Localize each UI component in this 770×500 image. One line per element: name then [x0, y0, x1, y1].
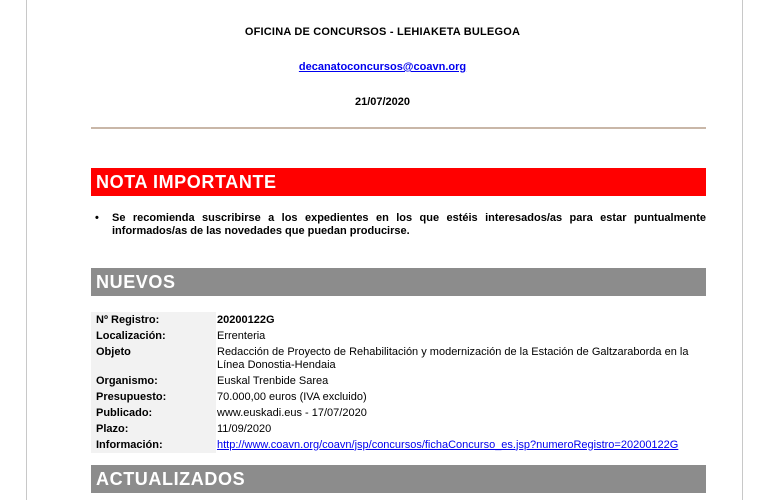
table-row [91, 437, 706, 453]
header-date: 21/07/2020 [354, 96, 411, 108]
publicado-label: Publicado: [91, 405, 216, 421]
localizacion-value: Errenteria [217, 329, 266, 342]
localizacion-label: Localización: [91, 328, 216, 344]
actualizados-heading: ACTUALIZADOS [91, 465, 706, 493]
plazo-value: 11/09/2020 [217, 422, 272, 435]
registro-label: Nº Registro: [91, 312, 216, 328]
page-border-right [742, 0, 743, 500]
bullet-icon: • [95, 212, 99, 224]
header-divider [91, 127, 706, 129]
organismo-value: Euskal Trenbide Sarea [217, 374, 329, 387]
page-border-left [26, 0, 27, 500]
table-row [91, 389, 706, 405]
table-row [91, 328, 706, 344]
table-row [91, 312, 706, 328]
presupuesto-value: 70.000,00 euros (IVA excluido) [217, 390, 367, 403]
registro-value: 20200122G [217, 313, 275, 326]
presupuesto-label: Presupuesto: [91, 389, 216, 405]
page-title: OFICINA DE CONCURSOS - LEHIAKETA BULEGOA [244, 26, 521, 38]
objeto-label: Objeto [91, 344, 216, 373]
plazo-label: Plazo: [91, 421, 216, 437]
table-row [91, 344, 706, 373]
header-email [0, 61, 765, 73]
table-row [91, 405, 706, 421]
informacion-label: Información: [91, 437, 216, 453]
organismo-label: Organismo: [91, 373, 216, 389]
nota-item-text: Se recomienda suscribirse a los expedientes en los que estéis interesados/as para estar puntualmente informados/as de las novedades que puedan producirse. [112, 212, 706, 237]
table-row [91, 373, 706, 389]
nota-importante-heading: NOTA IMPORTANTE [91, 168, 706, 196]
nuevos-heading: NUEVOS [91, 268, 706, 296]
publicado-value: www.euskadi.eus - 17/07/2020 [217, 406, 367, 419]
nuevos-entry-table [91, 312, 706, 453]
table-row [91, 421, 706, 437]
email-link[interactable]: decanatoconcursos@coavn.org [298, 61, 467, 73]
informacion-link[interactable]: http://www.coavn.org/coavn/jsp/concursos/fichaConcurso_es.jsp?numeroRegistro=20200122G [217, 438, 679, 451]
list-item [91, 212, 706, 238]
objeto-value: Redacción de Proyecto de Rehabilitación y modernización de la Estación de Galtzaraborda en la Línea Donostia-Hendaia [217, 345, 689, 371]
informacion-value [216, 437, 706, 453]
nota-list [91, 212, 706, 238]
